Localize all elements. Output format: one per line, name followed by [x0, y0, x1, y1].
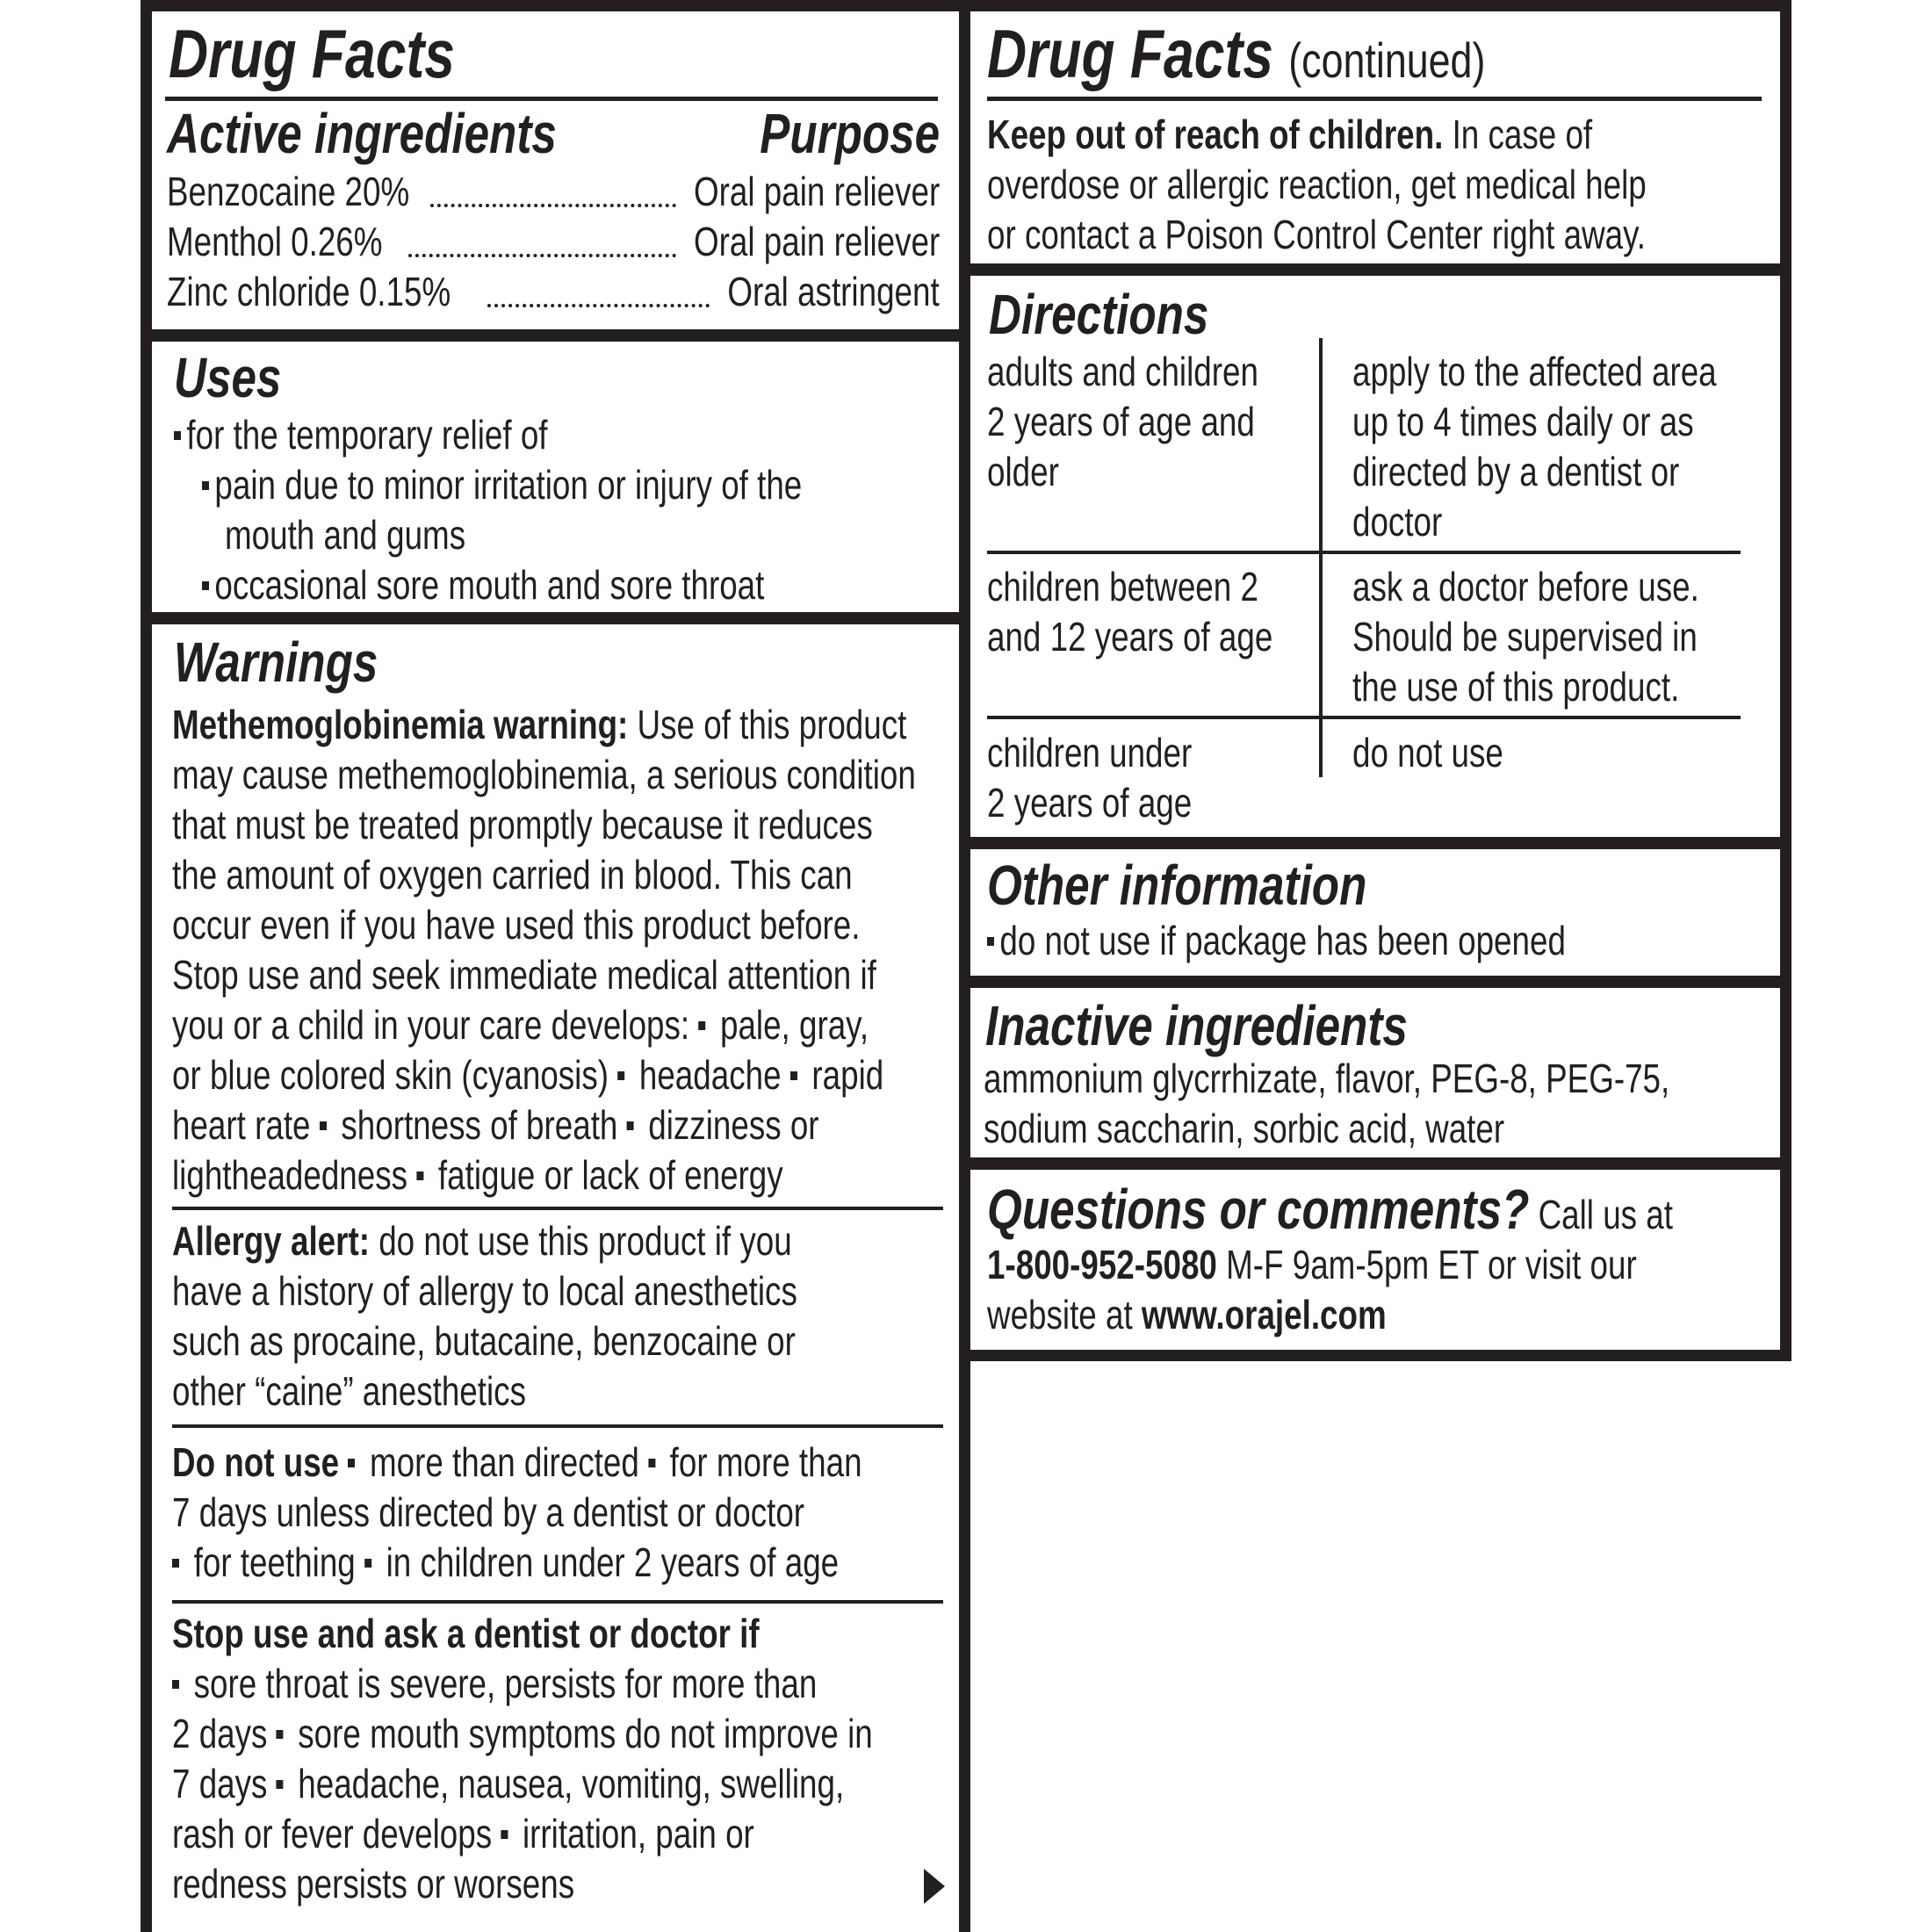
- uses-subitem-continued: mouth and gums: [225, 512, 466, 558]
- do-not-use-label: Do not use: [172, 1439, 340, 1485]
- keep-text: In case of: [1443, 112, 1593, 157]
- meth-text: headache: [630, 1052, 782, 1098]
- directions-what-text: up to 4 times daily or as: [1352, 399, 1694, 444]
- uses-subitem-text: pain due to minor irritation or injury of the: [214, 462, 803, 508]
- do-not-use: [172, 1438, 862, 1588]
- page-title: Drug Facts: [169, 15, 455, 92]
- directions-who-text: and 12 years of age: [987, 614, 1273, 660]
- bullet-icon: [987, 937, 994, 946]
- title-rule: [165, 97, 938, 101]
- directions-who-text: 2 years of age: [987, 780, 1193, 825]
- meth-text: the amount of oxygen carried in blood. This can: [172, 852, 853, 898]
- directions-who-text: adults and children: [987, 349, 1258, 394]
- section-divider: [970, 263, 1791, 276]
- bullet-icon: [172, 1559, 179, 1568]
- bullet-icon: [174, 431, 181, 440]
- do-not-use-text: more than directed: [360, 1439, 639, 1485]
- uses-heading: Uses: [174, 346, 282, 409]
- inactive-ingredients-heading: Inactive ingredients: [985, 994, 1408, 1057]
- stop-use-text: irritation, pain or: [513, 1811, 754, 1856]
- meth-text: occur even if you have used this product before.: [172, 902, 861, 948]
- allergy-text: have a history of allergy to local anesthetics: [172, 1268, 797, 1314]
- meth-text: Stop use and seek immediate medical attention if: [172, 952, 876, 998]
- bullet-icon: [172, 1680, 179, 1689]
- questions-section: [987, 1178, 1673, 1340]
- directions-what-text: ask a doctor before use.: [1352, 564, 1699, 609]
- purpose-heading: Purpose: [760, 102, 940, 165]
- section-divider: [970, 976, 1791, 988]
- meth-text: dizziness or: [639, 1102, 819, 1148]
- stop-use-text: redness persists or worsens: [172, 1861, 575, 1907]
- uses-subitem: [202, 460, 802, 510]
- do-not-use-text: 7 days unless directed by a dentist or doctor: [172, 1489, 805, 1535]
- uses-item-text: for the temporary relief of: [186, 412, 548, 458]
- questions-text: website at: [987, 1292, 1142, 1337]
- inactive-ingredients-text: sodium saccharin, sorbic acid, water: [984, 1106, 1505, 1151]
- warning-divider: [172, 1424, 943, 1428]
- directions-what-text: the use of this product.: [1352, 664, 1680, 710]
- directions-what-text: do not use: [1352, 730, 1503, 775]
- bullet-icon: [617, 1071, 624, 1080]
- directions-what-text: Should be supervised in: [1352, 614, 1698, 660]
- directions-who: [987, 728, 1192, 828]
- section-divider: [970, 1157, 1791, 1170]
- bullet-icon: [698, 1021, 705, 1030]
- meth-text: Use of this product: [628, 702, 907, 747]
- warning-divider: [172, 1600, 943, 1604]
- stop-use-text: sore mouth symptoms do not improve in: [289, 1711, 873, 1756]
- bullet-icon: [501, 1830, 508, 1839]
- ingredient-name: Menthol 0.26%: [167, 219, 383, 264]
- leader-dots: [487, 304, 710, 307]
- section-divider: [141, 612, 970, 624]
- do-not-use-text: in children under 2 years of age: [377, 1539, 840, 1585]
- meth-text: heart rate: [172, 1102, 311, 1148]
- uses-subitem-text: occasional sore mouth and sore throat: [214, 562, 765, 608]
- bullet-icon: [790, 1071, 797, 1080]
- stop-use-text: 7 days: [172, 1761, 268, 1806]
- keep-text: overdose or allergic reaction, get medical help: [987, 162, 1647, 207]
- keep-out-of-reach: [987, 110, 1647, 260]
- ingredient-name: Benzocaine 20%: [167, 169, 410, 214]
- directions-what-text: apply to the affected area: [1352, 349, 1717, 394]
- bullet-icon: [277, 1730, 284, 1739]
- stop-use: [172, 1609, 873, 1909]
- phone-number[interactable]: 1-800-952-5080: [987, 1242, 1217, 1287]
- questions-text: Call us at: [1529, 1192, 1673, 1237]
- stop-use-label: Stop use and ask a dentist or doctor if: [172, 1611, 760, 1656]
- allergy-text: such as procaine, butacaine, benzocaine or: [172, 1318, 796, 1364]
- continued-title-text: Drug Facts: [987, 15, 1273, 92]
- allergy-text: do not use this product if you: [369, 1218, 792, 1264]
- website-link[interactable]: www.orajel.com: [1141, 1292, 1387, 1337]
- directions-who: [987, 562, 1272, 662]
- warnings-heading: Warnings: [174, 631, 378, 694]
- bullet-icon: [627, 1121, 634, 1130]
- meth-label: Methemoglobinemia warning:: [172, 702, 629, 747]
- ingredient-row: [167, 267, 940, 317]
- meth-text: pale, gray,: [710, 1002, 869, 1048]
- allergy-text: other “caine” anesthetics: [172, 1368, 526, 1414]
- bullet-icon: [364, 1559, 371, 1568]
- bullet-icon: [416, 1171, 423, 1180]
- stop-use-text: rash or fever develops: [172, 1811, 493, 1856]
- warning-divider: [172, 1207, 943, 1210]
- meth-text: that must be treated promptly because it reduces: [172, 802, 873, 847]
- continued-arrow-icon: [924, 1869, 945, 1904]
- ingredient-name: Zinc chloride 0.15%: [167, 269, 451, 314]
- directions-row-divider: [987, 716, 1741, 719]
- questions-heading: Questions or comments?: [987, 1178, 1530, 1241]
- directions-who-text: 2 years of age and: [987, 399, 1255, 444]
- ingredient-row: [167, 217, 940, 267]
- leader-dots: [430, 204, 676, 207]
- uses-item: [174, 410, 548, 460]
- ingredient-purpose: Oral pain reliever: [693, 169, 940, 214]
- bullet-icon: [320, 1121, 327, 1130]
- active-ingredients-heading: Active ingredients: [167, 102, 557, 165]
- meth-text: shortness of breath: [332, 1102, 618, 1148]
- continued-title: [987, 15, 1486, 92]
- do-not-use-text: for teething: [184, 1539, 356, 1585]
- directions-who-text: children between 2: [987, 564, 1258, 609]
- directions-what: [1352, 562, 1699, 712]
- allergy-label: Allergy alert:: [172, 1218, 370, 1264]
- meth-text: lightheadedness: [172, 1152, 408, 1198]
- directions-what-text: directed by a dentist or: [1352, 449, 1680, 494]
- section-divider: [970, 837, 1791, 849]
- leader-dots: [408, 254, 676, 257]
- inactive-ingredients-text: ammonium glycrrhizate, flavor, PEG-8, PEG-75,: [984, 1056, 1670, 1101]
- methemoglobinemia-warning: [172, 700, 916, 1200]
- keep-label: Keep out of reach of children.: [987, 112, 1444, 157]
- meth-text: may cause methemoglobinemia, a serious condition: [172, 752, 916, 797]
- bullet-icon: [202, 481, 209, 490]
- continued-title-suffix: (continued): [1288, 32, 1486, 88]
- uses-subitem: [202, 560, 764, 610]
- other-info-heading: Other information: [987, 854, 1367, 917]
- do-not-use-text: for more than: [660, 1439, 862, 1485]
- stop-use-text: sore throat is severe, persists for more than: [184, 1661, 818, 1706]
- bullet-icon: [348, 1459, 355, 1467]
- directions-row-divider: [987, 551, 1741, 554]
- section-divider: [141, 329, 970, 342]
- bullet-icon: [202, 581, 209, 590]
- directions-heading: Directions: [989, 283, 1209, 346]
- bullet-icon: [277, 1780, 284, 1789]
- directions-what-text: doctor: [1352, 499, 1443, 544]
- meth-text: rapid: [803, 1052, 884, 1098]
- directions-what: [1352, 347, 1717, 547]
- directions-what: [1352, 728, 1503, 778]
- keep-text: or contact a Poison Control Center right away.: [987, 212, 1646, 257]
- directions-column-divider: [1319, 338, 1323, 777]
- inactive-ingredients-list: [984, 1054, 1669, 1154]
- meth-text: or blue colored skin (cyanosis): [172, 1052, 609, 1098]
- bullet-icon: [648, 1459, 655, 1467]
- ingredient-purpose: Oral pain reliever: [693, 219, 940, 264]
- directions-who-text: older: [987, 449, 1059, 494]
- directions-who: [987, 347, 1258, 497]
- title-rule: [987, 97, 1762, 101]
- allergy-alert: [172, 1216, 797, 1417]
- stop-use-text: 2 days: [172, 1711, 268, 1756]
- meth-text: fatigue or lack of energy: [429, 1152, 783, 1198]
- other-info-text: do not use if package has been opened: [999, 918, 1566, 963]
- meth-text: you or a child in your care develops:: [172, 1002, 690, 1048]
- other-info-item: [987, 916, 1566, 966]
- ingredient-row: [167, 167, 940, 217]
- questions-text: M-F 9am-5pm ET or visit our: [1216, 1242, 1637, 1287]
- ingredient-purpose: Oral astringent: [727, 269, 940, 314]
- directions-who-text: children under: [987, 730, 1193, 775]
- stop-use-text: headache, nausea, vomiting, swelling,: [289, 1761, 845, 1806]
